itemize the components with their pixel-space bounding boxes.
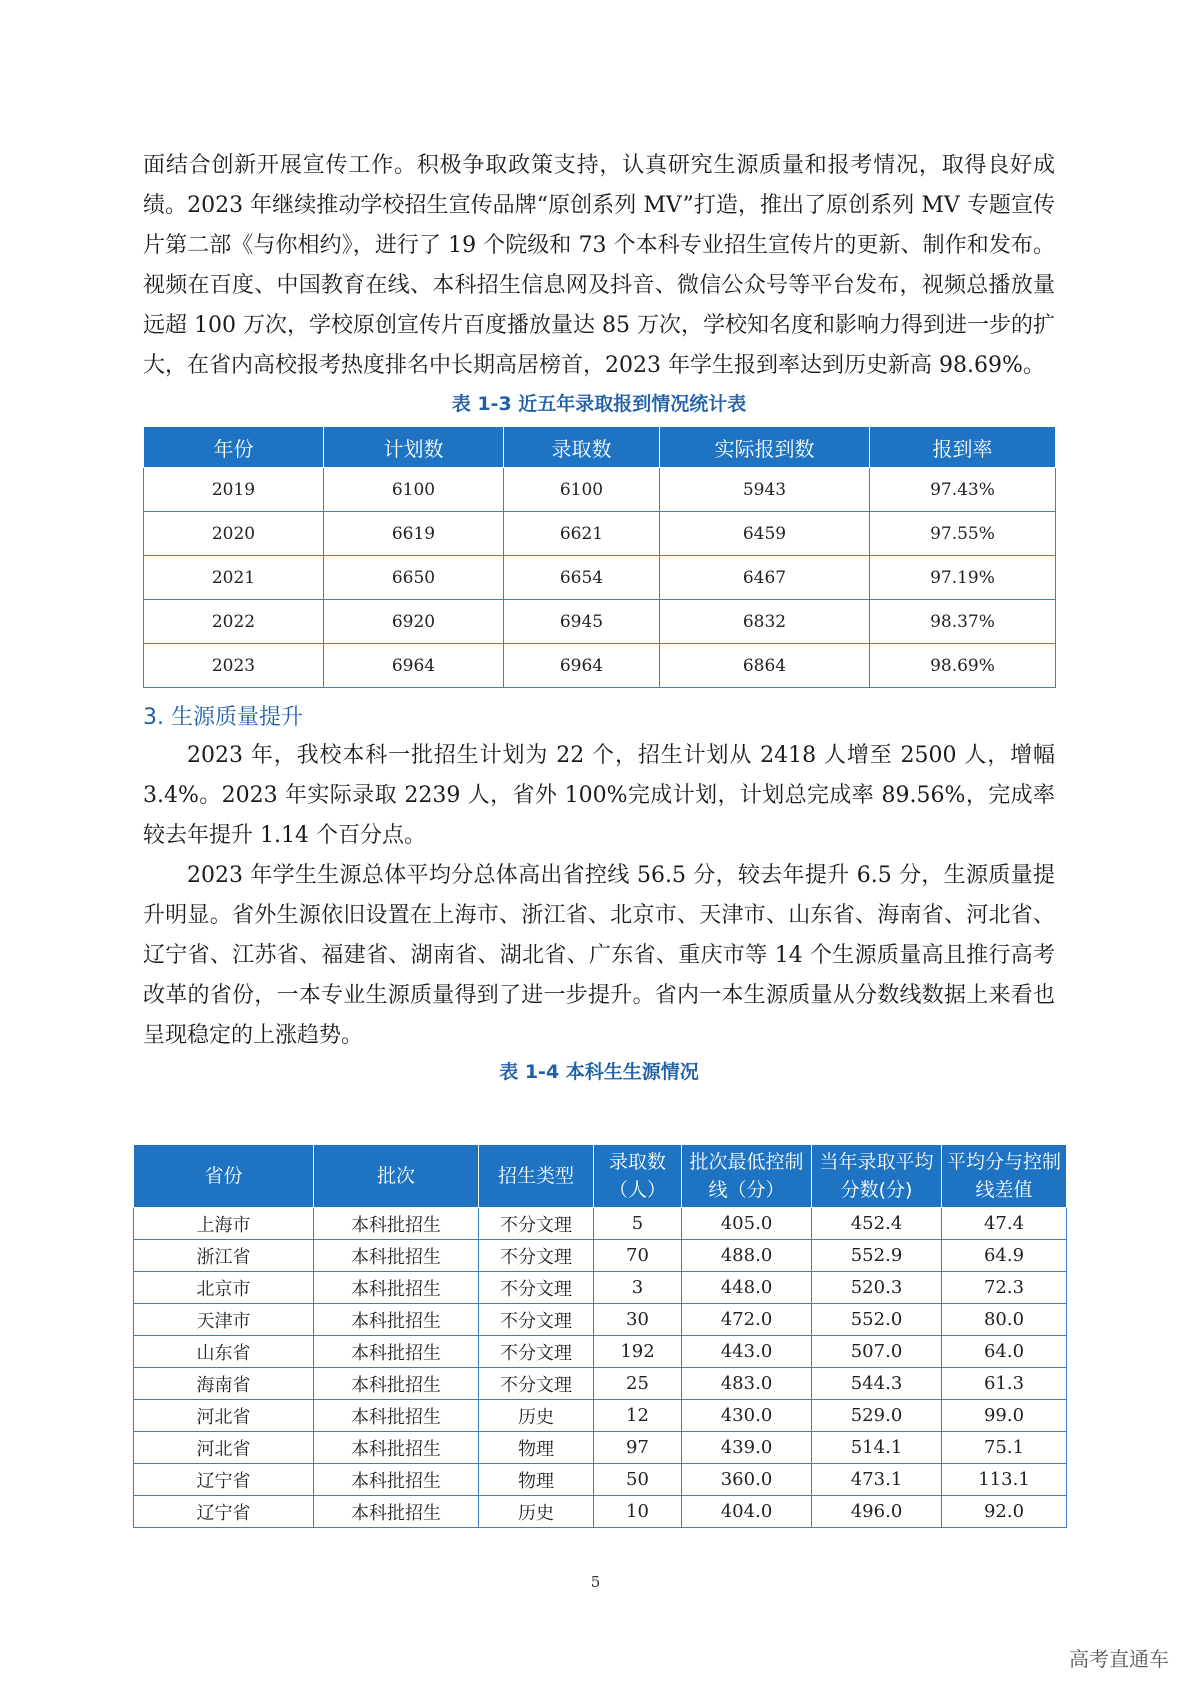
table-cell: 80.0 [942, 1304, 1067, 1336]
table-header-row [144, 427, 1056, 468]
table-cell: 30 [594, 1304, 682, 1336]
table-row [134, 1208, 1067, 1240]
column-header: 平均分与控制线差值 [942, 1145, 1067, 1208]
table-cell: 3 [594, 1272, 682, 1304]
column-header: 招生类型 [479, 1145, 594, 1208]
table-cell: 430.0 [682, 1400, 812, 1432]
table-cell: 6964 [324, 644, 504, 688]
table-cell: 河北省 [134, 1400, 314, 1432]
table-cell: 452.4 [812, 1208, 942, 1240]
page-number: 5 [590, 1573, 601, 1591]
column-header: 录取数（人） [594, 1145, 682, 1208]
column-header: 批次最低控制线（分） [682, 1145, 812, 1208]
table-cell: 历史 [479, 1496, 594, 1528]
table-cell: 10 [594, 1496, 682, 1528]
table-cell: 98.69% [870, 644, 1056, 688]
table-cell: 5 [594, 1208, 682, 1240]
table-cell: 488.0 [682, 1240, 812, 1272]
table-cell: 浙江省 [134, 1240, 314, 1272]
table-cell: 河北省 [134, 1432, 314, 1464]
table-cell: 552.0 [812, 1304, 942, 1336]
table-cell: 97.43% [870, 468, 1056, 512]
table-row [134, 1496, 1067, 1528]
table-cell: 25 [594, 1368, 682, 1400]
table-row [144, 644, 1056, 688]
table-cell: 辽宁省 [134, 1496, 314, 1528]
table-cell: 6100 [504, 468, 660, 512]
table-cell: 473.1 [812, 1464, 942, 1496]
table-cell: 472.0 [682, 1304, 812, 1336]
column-header: 实际报到数 [660, 427, 870, 468]
table-cell: 552.9 [812, 1240, 942, 1272]
table-cell: 70 [594, 1240, 682, 1272]
table-cell: 192 [594, 1336, 682, 1368]
table-cell: 本科批招生 [314, 1240, 479, 1272]
page-content [143, 146, 1055, 1086]
table-cell: 47.4 [942, 1208, 1067, 1240]
table-cell: 本科批招生 [314, 1336, 479, 1368]
table-row [134, 1464, 1067, 1496]
table-cell: 64.9 [942, 1240, 1067, 1272]
table-cell: 本科批招生 [314, 1368, 479, 1400]
table-cell: 不分文理 [479, 1368, 594, 1400]
table-cell: 97.55% [870, 512, 1056, 556]
student-source-table [133, 1144, 1067, 1528]
table-cell: 6832 [660, 600, 870, 644]
column-header: 录取数 [504, 427, 660, 468]
table-cell: 544.3 [812, 1368, 942, 1400]
table-cell: 本科批招生 [314, 1208, 479, 1240]
table-cell: 本科批招生 [314, 1496, 479, 1528]
table-cell: 本科批招生 [314, 1464, 479, 1496]
table-cell: 2022 [144, 600, 324, 644]
table-cell: 6619 [324, 512, 504, 556]
table-cell: 98.37% [870, 600, 1056, 644]
table-cell: 405.0 [682, 1208, 812, 1240]
table-row [134, 1272, 1067, 1304]
table-cell: 山东省 [134, 1336, 314, 1368]
table-cell: 75.1 [942, 1432, 1067, 1464]
column-header: 当年录取平均分数(分) [812, 1145, 942, 1208]
column-header: 年份 [144, 427, 324, 468]
table-cell: 6864 [660, 644, 870, 688]
table-cell: 97.19% [870, 556, 1056, 600]
watermark: 高考直通车 [1069, 1647, 1169, 1671]
table-cell: 443.0 [682, 1336, 812, 1368]
table-cell: 97 [594, 1432, 682, 1464]
table-1-3-caption: 表 1-3 近五年录取报到情况统计表 [451, 393, 747, 415]
table-cell: 不分文理 [479, 1336, 594, 1368]
table-cell: 不分文理 [479, 1272, 594, 1304]
column-header: 报到率 [870, 427, 1056, 468]
table-cell: 上海市 [134, 1208, 314, 1240]
table-cell: 2019 [144, 468, 324, 512]
table-cell: 不分文理 [479, 1208, 594, 1240]
table-cell: 448.0 [682, 1272, 812, 1304]
table-cell: 2021 [144, 556, 324, 600]
table-cell: 404.0 [682, 1496, 812, 1528]
table-cell: 辽宁省 [134, 1464, 314, 1496]
section-title: 3. 生源质量提升 [143, 705, 303, 730]
table-1-4-caption: 表 1-4 本科生生源情况 [499, 1061, 699, 1083]
table-cell: 520.3 [812, 1272, 942, 1304]
table-cell: 529.0 [812, 1400, 942, 1432]
table-cell: 496.0 [812, 1496, 942, 1528]
table-cell: 天津市 [134, 1304, 314, 1336]
table-row [134, 1304, 1067, 1336]
table-row [144, 512, 1056, 556]
table-row [144, 556, 1056, 600]
table-cell: 本科批招生 [314, 1304, 479, 1336]
table-cell: 92.0 [942, 1496, 1067, 1528]
table-row [144, 600, 1056, 644]
column-header: 省份 [134, 1145, 314, 1208]
table-cell: 物理 [479, 1464, 594, 1496]
paragraph-publicity: 面结合创新开展宣传工作。积极争取政策支持，认真研究生源质量和报考情况，取得良好成绩。2023 年继续推动学校招生宣传品牌“原创系列 MV”打造，推出了原创系列 MV 专题宣传片第二部《与你相约》，进行了 19 个院级和 73 个本科专业招生宣传片的更新、制作和发布。视频在百度、中国教育在线、本科招生信息网及抖音、微信公众号等平台发布，视频总播放量远超 100 万次，学校原创宣传片百度播放量达 85 万次，学校知名度和影响力得到进一步的扩大，在省内高校报考热度排名中长期高居榜首，2023 年学生报到率达到历史新高 98.69%。 [143, 153, 1055, 378]
table-cell: 6650 [324, 556, 504, 600]
table-cell: 12 [594, 1400, 682, 1432]
table-cell: 本科批招生 [314, 1400, 479, 1432]
table-cell: 不分文理 [479, 1240, 594, 1272]
table-cell: 50 [594, 1464, 682, 1496]
table-cell: 2023 [144, 644, 324, 688]
table-cell: 2020 [144, 512, 324, 556]
table-row [134, 1400, 1067, 1432]
table-cell: 6100 [324, 468, 504, 512]
enrollment-table [143, 426, 1056, 688]
table-cell: 北京市 [134, 1272, 314, 1304]
table-cell: 6920 [324, 600, 504, 644]
table-cell: 不分文理 [479, 1304, 594, 1336]
column-header: 计划数 [324, 427, 504, 468]
table-cell: 6964 [504, 644, 660, 688]
table-cell: 99.0 [942, 1400, 1067, 1432]
table-row [134, 1336, 1067, 1368]
table-row [134, 1432, 1067, 1464]
table-cell: 439.0 [682, 1432, 812, 1464]
table-cell: 360.0 [682, 1464, 812, 1496]
table-row [144, 468, 1056, 512]
table-row [134, 1368, 1067, 1400]
student-source-table-body [134, 1208, 1067, 1528]
table-cell: 113.1 [942, 1464, 1067, 1496]
table-cell: 514.1 [812, 1432, 942, 1464]
table-cell: 海南省 [134, 1368, 314, 1400]
enrollment-table-body [144, 468, 1056, 688]
table-cell: 5943 [660, 468, 870, 512]
table-cell: 61.3 [942, 1368, 1067, 1400]
table-header-row [134, 1145, 1067, 1208]
table-cell: 507.0 [812, 1336, 942, 1368]
table-cell: 6945 [504, 600, 660, 644]
column-header: 批次 [314, 1145, 479, 1208]
table-cell: 本科批招生 [314, 1432, 479, 1464]
table-cell: 6654 [504, 556, 660, 600]
table-row [134, 1240, 1067, 1272]
table-cell: 483.0 [682, 1368, 812, 1400]
table-cell: 6459 [660, 512, 870, 556]
table-cell: 物理 [479, 1432, 594, 1464]
table-cell: 6621 [504, 512, 660, 556]
table-cell: 历史 [479, 1400, 594, 1432]
table-cell: 6467 [660, 556, 870, 600]
table-cell: 本科批招生 [314, 1272, 479, 1304]
paragraph-enrollment-plan: 2023 年，我校本科一批招生计划为 22 个，招生计划从 2418 人增至 2500 人，增幅 3.4%。2023 年实际录取 2239 人，省外 100%完成计划，计划总完成率 89.56%，完成率较去年提升 1.14 个百分点。 [143, 743, 1055, 848]
table-cell: 72.3 [942, 1272, 1067, 1304]
paragraph-student-quality: 2023 年学生生源总体平均分总体高出省控线 56.5 分，较去年提升 6.5 分，生源质量提升明显。省外生源依旧设置在上海市、浙江省、北京市、天津市、山东省、海南省、河北省、辽宁省、江苏省、福建省、湖南省、湖北省、广东省、重庆市等 14 个生源质量高且推行高考改革的省份，一本专业生源质量得到了进一步提升。省内一本生源质量从分数线数据上来看也呈现稳定的上涨趋势。 [143, 863, 1055, 1048]
table-cell: 64.0 [942, 1336, 1067, 1368]
